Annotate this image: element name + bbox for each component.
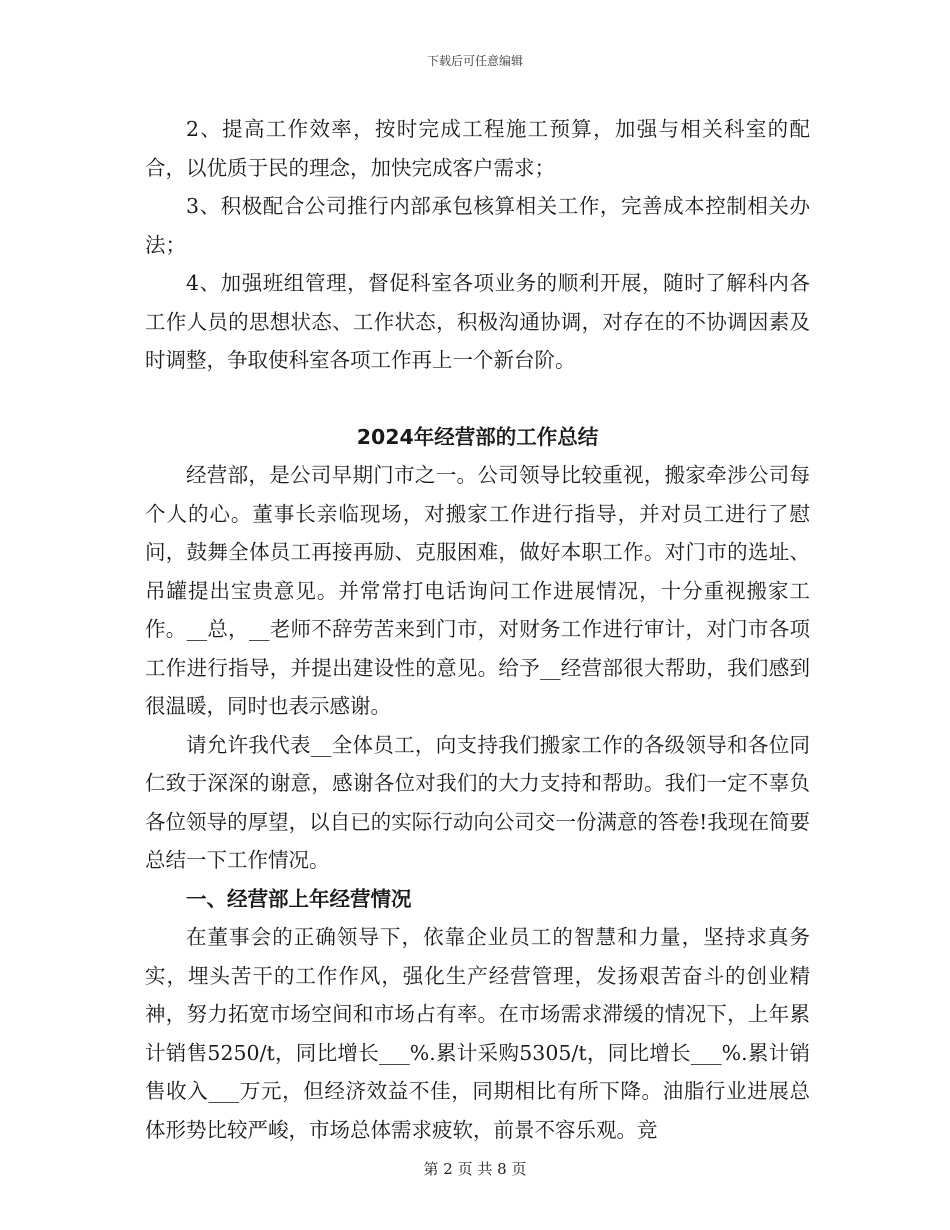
- section-heading: 一、经营部上年经营情况: [186, 886, 412, 911]
- paragraph-item-4: 4、加强班组管理，督促科室各项业务的顺利开展，随时了解科内各工作人员的思想状态、工作状态，积极沟通协调，对存在的不协调因素及时调整，争取使科室各项工作再上一个新台阶。: [145, 271, 810, 372]
- section-spacer: [145, 380, 810, 418]
- document-body: [145, 110, 810, 1149]
- paragraph-thanks: 请允许我代表__全体员工，向支持我们搬家工作的各级领导和各位同仁致于深深的谢意，感谢各位对我们的大力支持和帮助。我们一定不辜负各位领导的厚望，以自已的实际行动向公司交一份满意的答卷!我现在简要总结一下工作情况。: [145, 732, 810, 872]
- paragraph-operations: 在董事会的正确领导下，依靠企业员工的智慧和力量，坚持求真务实，埋头苦干的工作作风，强化生产经营管理，发扬艰苦奋斗的创业精神，努力拓宽市场空间和市场占有率。在市场需求滞缓的情况下，上年累计销售5250/t，同比增长___%.累计采购5305/t，同比增长___%.累计销售收入___万元，但经济效益不佳，同期相比有所下降。油脂行业进展总体形势比较严峻，市场总体需求疲软，前景不容乐观。竞: [145, 925, 810, 1142]
- paragraph-intro: 经营部，是公司早期门市之一。公司领导比较重视，搬家牵涉公司每个人的心。董事长亲临现场，对搬家工作进行指导，并对员工进行了慰问，鼓舞全体员工再接再励、克服困难，做好本职工作。对门市的选址、吊罐提出宝贵意见。并常常打电话询问工作进展情况，十分重视搬家工作。__总，__老师不辞劳苦来到门市，对财务工作进行审计，对门市各项工作进行指导，并提出建设性的意见。给予__经营部很大帮助，我们感到很温暖，同时也表示感谢。: [145, 463, 810, 718]
- page-footer: 第 2 页 共 8 页: [423, 1160, 527, 1178]
- document-title: 2024年经营部的工作总结: [356, 424, 599, 449]
- page-header: 下载后可任意编辑: [426, 54, 523, 68]
- paragraph-item-2: 2、提高工作效率，按时完成工程施工预算，加强与相关科室的配合，以优质于民的理念，加快完成客户需求；: [145, 117, 810, 180]
- paragraph-item-3: 3、积极配合公司推行内部承包核算相关工作，完善成本控制相关办法；: [145, 194, 810, 257]
